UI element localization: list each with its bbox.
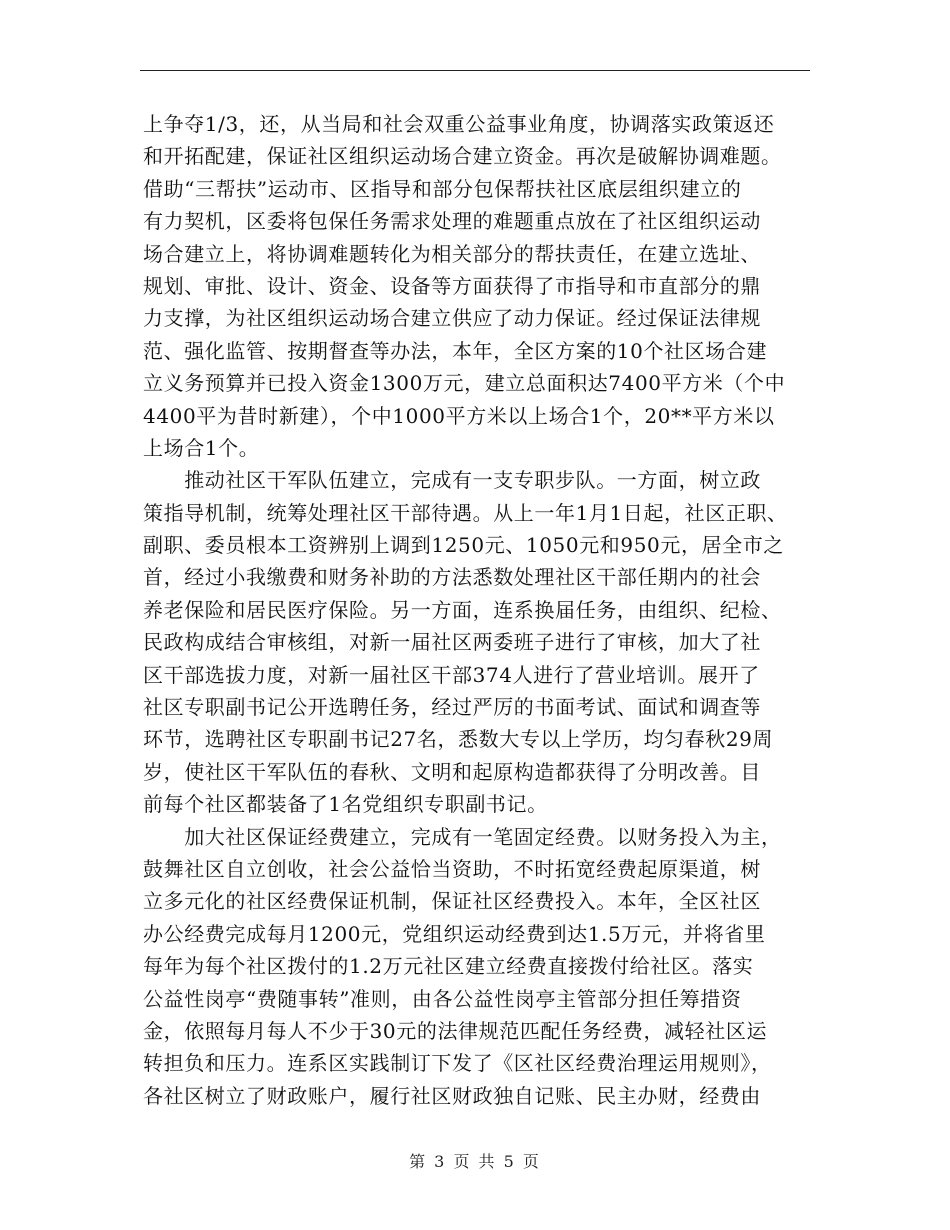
text-line: 借助“三帮扶”运动市、区指导和部分包保帮扶社区底层组织建立的 <box>143 176 742 201</box>
text-line: 环节，选聘社区专职副书记27名，悉数大专以上学历，均匀春秋29周 <box>143 727 774 752</box>
text-line: 加大社区保证经费建立，完成有一笔固定经费。以财务投入为主， <box>143 824 782 849</box>
text-line: 各社区树立了财政账户，履行社区财政独自记账、民主办财，经费由 <box>143 1083 761 1108</box>
text-line: 立义务预算并已投入资金1300万元，建立总面积达7400平方米（个中 <box>143 371 786 396</box>
text-line: 公益性岗亭“费随事转”准则，由各公益性岗亭主管部分担任筹措资 <box>143 986 742 1011</box>
text-line: 推动社区干军队伍建立，完成有一支专职步队。一方面，树立政 <box>143 468 761 493</box>
text-line: 鼓舞社区自立创收，社会公益恰当资助，不时拓宽经费起原渠道，树 <box>143 856 761 881</box>
text-line: 范、强化监管、按期督查等办法，本年，全区方案的10个社区场合建 <box>143 338 768 363</box>
text-line: 养老保险和居民医疗保险。另一方面，连系换届任务，由组织、纪检、 <box>143 597 782 622</box>
text-line: 首，经过小我缴费和财务补助的方法悉数处理社区干部任期内的社会 <box>143 565 761 590</box>
text-line: 前每个社区都装备了1名党组织专职副书记。 <box>143 792 548 817</box>
text-line: 场合建立上，将协调难题转化为相关部分的帮扶责任，在建立选址、 <box>143 241 761 266</box>
text-line: 立多元化的社区经费保证机制，保证社区经费投入。本年，全区社区 <box>143 889 761 914</box>
document-body <box>143 108 823 1112</box>
text-line: 办公经费完成每月1200元，党组织运动经费到达1.5万元，并将省里 <box>143 921 766 946</box>
text-line: 4400平为昔时新建），个中1000平方米以上场合1个，20**平方米以 <box>143 403 775 428</box>
text-line: 区干部选拔力度，对新一届社区干部374人进行了营业培训。展开了 <box>143 662 760 687</box>
text-line: 转担负和压力。连系区实践制订下发了《区社区经费治理运用规则》， <box>143 1051 772 1076</box>
text-line: 上争夺1/3，还，从当局和社会双重公益事业角度，协调落实政策返还 <box>143 112 775 136</box>
header-rule <box>140 70 810 71</box>
text-line: 上场合1个。 <box>143 435 260 460</box>
page-footer: 第 3 页 共 5 页 <box>409 1152 541 1171</box>
text-line: 金，依照每月每人不少于30元的法律规范匹配任务经费，减轻社区运 <box>143 1018 768 1043</box>
text-line: 规划、审批、设计、资金、设备等方面获得了市指导和市直部分的鼎 <box>143 273 761 298</box>
text-line: 社区专职副书记公开选聘任务，经过严厉的书面考试、面试和调查等 <box>143 695 761 720</box>
text-line: 每年为每个社区拨付的1.2万元社区建立经费直接拨付给社区。落实 <box>143 954 754 979</box>
text-line: 副职、委员根本工资辨别上调到1250元、1050元和950元，居全市之 <box>143 533 784 558</box>
text-line: 民政构成结合审核组，对新一届社区两委班子进行了审核，加大了社 <box>143 630 761 655</box>
text-line: 和开拓配建，保证社区组织运动场合建立资金。再次是破解协调难题。 <box>143 144 782 169</box>
text-line: 力支撑，为社区组织运动场合建立供应了动力保证。经过保证法律规 <box>143 306 761 331</box>
text-line: 有力契机，区委将包保任务需求处理的难题重点放在了社区组织运动 <box>143 209 761 234</box>
text-line: 策指导机制，统筹处理社区干部待遇。从上一年1月1日起，社区正职、 <box>143 500 788 525</box>
text-line: 岁，使社区干军队伍的春秋、文明和起原构造都获得了分明改善。目 <box>143 759 761 784</box>
